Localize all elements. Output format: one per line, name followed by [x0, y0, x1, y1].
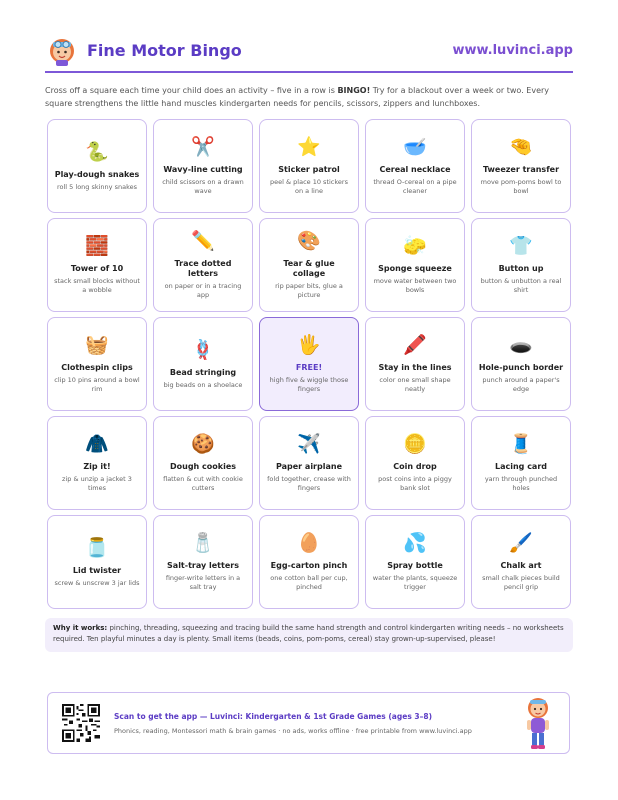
- bingo-cell[interactable]: [365, 416, 465, 510]
- bingo-cell-description: clip 10 pins around a bowl rim: [54, 376, 140, 393]
- bingo-cell-title: Tower of 10: [70, 264, 124, 273]
- header-divider: [45, 71, 573, 73]
- bingo-cell[interactable]: [153, 119, 253, 213]
- egg-icon: 🥚: [297, 532, 321, 554]
- footer-headline: Scan to get the app — Luvinci: Kindergarten & 1st Grade Games (ages 3–8): [114, 711, 433, 721]
- paintbrush-icon: 🖌️: [509, 532, 533, 554]
- mascot-avatar-icon: [45, 33, 79, 67]
- bingo-cell[interactable]: [47, 515, 147, 609]
- bingo-cell-title: Sticker patrol: [278, 165, 340, 174]
- bingo-cell-description: roll 5 long skinny snakes: [57, 182, 137, 191]
- jacket-icon: 🧥: [85, 433, 109, 455]
- bingo-cell-title: Button up: [498, 264, 544, 273]
- palette-icon: 🎨: [297, 230, 321, 252]
- bingo-cell-description: stack small blocks without a wobble: [54, 277, 140, 294]
- bingo-cell[interactable]: [153, 218, 253, 312]
- bingo-cell-title: Egg-carton pinch: [270, 561, 348, 570]
- string-knot-icon: 🪢: [191, 338, 215, 361]
- bingo-cell[interactable]: [47, 416, 147, 510]
- airplane-icon: ✈️: [297, 433, 321, 455]
- bingo-cell[interactable]: [365, 119, 465, 213]
- bingo-cell[interactable]: [259, 218, 359, 312]
- app-promo-footer: [47, 692, 570, 754]
- bingo-cell[interactable]: [153, 317, 253, 411]
- bingo-cell-description: zip & unzip a jacket 3 times: [62, 475, 132, 492]
- footer-subline: Phonics, reading, Montessori math & brain games · no ads, works offline · free printable from www.luvinci.app: [114, 726, 472, 735]
- snake-icon: 🐍: [85, 140, 109, 163]
- bingo-cell[interactable]: [471, 119, 571, 213]
- bingo-cell[interactable]: [153, 515, 253, 609]
- bingo-cell-description: post coins into a piggy bank slot: [378, 475, 452, 492]
- star-icon: ⭐: [297, 136, 321, 158]
- coin-icon: 🪙: [403, 433, 427, 455]
- bingo-cell-title: Lid twister: [72, 565, 122, 575]
- bingo-cell-description: peel & place 10 stickers on a line: [270, 178, 348, 195]
- bingo-cell-title: Play-dough snakes: [54, 169, 140, 179]
- why-label: Why it works:: [53, 624, 108, 632]
- footer-text: [114, 712, 521, 735]
- bingo-cell[interactable]: [365, 317, 465, 411]
- bingo-cell[interactable]: [47, 317, 147, 411]
- bingo-cell-description: water the plants, squeeze trigger: [372, 574, 458, 591]
- bingo-cell[interactable]: [365, 218, 465, 312]
- page-title: Fine Motor Bingo: [87, 40, 242, 60]
- bingo-cell-description: big beads on a shoelace: [163, 380, 243, 389]
- pencil-icon: ✏️: [191, 230, 215, 252]
- bingo-cell-title: Wavy-line cutting: [163, 165, 243, 174]
- bingo-cell-description: child scissors on a drawn wave: [162, 178, 244, 195]
- bingo-cell-description: one cotton ball per cup, pinched: [270, 574, 348, 591]
- cookie-icon: 🍪: [191, 433, 215, 455]
- bingo-cell-title: Salt-tray letters: [167, 561, 239, 570]
- intro-part-1: Cross off a square each time your child does an activity – five in a row is: [45, 86, 338, 95]
- bingo-cell-title: Lacing card: [495, 462, 547, 471]
- bingo-cell-title: Clothespin clips: [61, 363, 133, 372]
- bingo-cell[interactable]: [153, 416, 253, 510]
- bingo-cell-title: FREE!: [295, 363, 323, 372]
- hole-icon: 🕳️: [509, 334, 533, 356]
- mascot-character-icon: [521, 695, 555, 751]
- scissors-icon: ✂️: [191, 136, 215, 158]
- pinch-hand-icon: 🤏: [509, 136, 533, 158]
- bingo-cell[interactable]: [471, 218, 571, 312]
- bingo-cell-description: small chalk pieces build pencil grip: [482, 574, 560, 591]
- bingo-cell[interactable]: [365, 515, 465, 609]
- bingo-cell-description: punch around a paper's edge: [482, 376, 560, 393]
- bingo-cell-description: move pom-poms bowl to bowl: [480, 178, 562, 195]
- bingo-cell-title: Paper airplane: [275, 462, 342, 471]
- bingo-cell[interactable]: [47, 218, 147, 312]
- bingo-cell-description: fold together, crease with fingers: [267, 475, 351, 492]
- intro-text: [45, 84, 575, 110]
- bingo-cell-title: Hole-punch border: [478, 363, 564, 372]
- header: [45, 32, 573, 68]
- bingo-cell-title: Tweezer transfer: [482, 165, 560, 174]
- site-url[interactable]: www.luvinci.app: [452, 42, 573, 58]
- hand-icon: 🖐️: [297, 334, 321, 356]
- bingo-cell-title: Dough cookies: [169, 462, 237, 471]
- why-it-works-note: [45, 618, 573, 652]
- bingo-cell[interactable]: [259, 515, 359, 609]
- jar-icon: 🫙: [85, 536, 109, 559]
- bingo-cell-description: yarn through punched holes: [484, 475, 558, 492]
- bingo-cell-title: Stay in the lines: [378, 363, 452, 372]
- bingo-cell-title: Sponge squeeze: [378, 264, 452, 273]
- blocks-icon: 🧱: [85, 235, 109, 257]
- bingo-cell-description: on paper or in a tracing app: [164, 282, 242, 299]
- bowl-icon: 🥣: [403, 136, 427, 158]
- bingo-cell-free[interactable]: [259, 317, 359, 411]
- bingo-cell-description: screw & unscrew 3 jar lids: [54, 578, 140, 587]
- bingo-cell-title: Coin drop: [393, 462, 437, 471]
- bingo-cell-title: Cereal necklace: [379, 165, 451, 174]
- salt-shaker-icon: 🧂: [191, 532, 215, 554]
- bingo-cell-description: thread O-cereal on a pipe cleaner: [373, 178, 457, 195]
- bingo-cell[interactable]: [259, 416, 359, 510]
- bingo-cell-title: Zip it!: [83, 462, 111, 471]
- sponge-icon: 🧽: [403, 235, 427, 257]
- bingo-cell-description: finger-write letters in a salt tray: [165, 574, 241, 591]
- bingo-cell[interactable]: [259, 119, 359, 213]
- bingo-cell-description: high five & wiggle those fingers: [269, 376, 349, 393]
- bingo-cell-title: Tear & glue collage: [283, 259, 335, 278]
- bingo-cell[interactable]: [471, 416, 571, 510]
- bingo-cell-description: move water between two bowls: [373, 277, 457, 294]
- bingo-cell-description: button & unbutton a real shirt: [480, 277, 562, 294]
- intro-part-2: Try for a blackout over a week or two. Every square strengthens the little hand muscles kindergarten needs for pencils, scissors, zippers and lunchboxes.: [45, 86, 550, 108]
- bingo-cell-description: color one small shape neatly: [379, 376, 451, 393]
- bingo-grid: [47, 119, 571, 609]
- bingo-cell-description: flatten & cut with cookie cutters: [163, 475, 243, 492]
- basket-icon: 🧺: [85, 334, 109, 356]
- water-drops-icon: 💦: [403, 532, 427, 554]
- intro-bingo: BINGO!: [337, 86, 371, 95]
- bingo-cell[interactable]: [471, 317, 571, 411]
- brand: [45, 33, 242, 67]
- bingo-cell[interactable]: [47, 119, 147, 213]
- why-text: pinching, threading, squeezing and tracing build the same hand strength and control kindergarten writing needs – no worksheets required. Ten playful minutes a day is plenty. Small items (beads, coins, pom-poms, cereal) stay grown-up-supervised, please!: [53, 624, 564, 643]
- bingo-cell-title: Trace dotted letters: [174, 259, 232, 278]
- bingo-cell-title: Spray bottle: [387, 561, 443, 570]
- bingo-cell-description: rip paper bits, glue a picture: [275, 282, 343, 299]
- qr-code-icon[interactable]: [62, 704, 100, 742]
- thread-spool-icon: 🧵: [509, 433, 533, 455]
- bingo-cell-title: Chalk art: [500, 561, 542, 570]
- shirt-icon: 👕: [509, 235, 533, 257]
- bingo-cell-title: Bead stringing: [169, 367, 237, 377]
- bingo-cell[interactable]: [471, 515, 571, 609]
- crayon-icon: 🖍️: [403, 334, 427, 356]
